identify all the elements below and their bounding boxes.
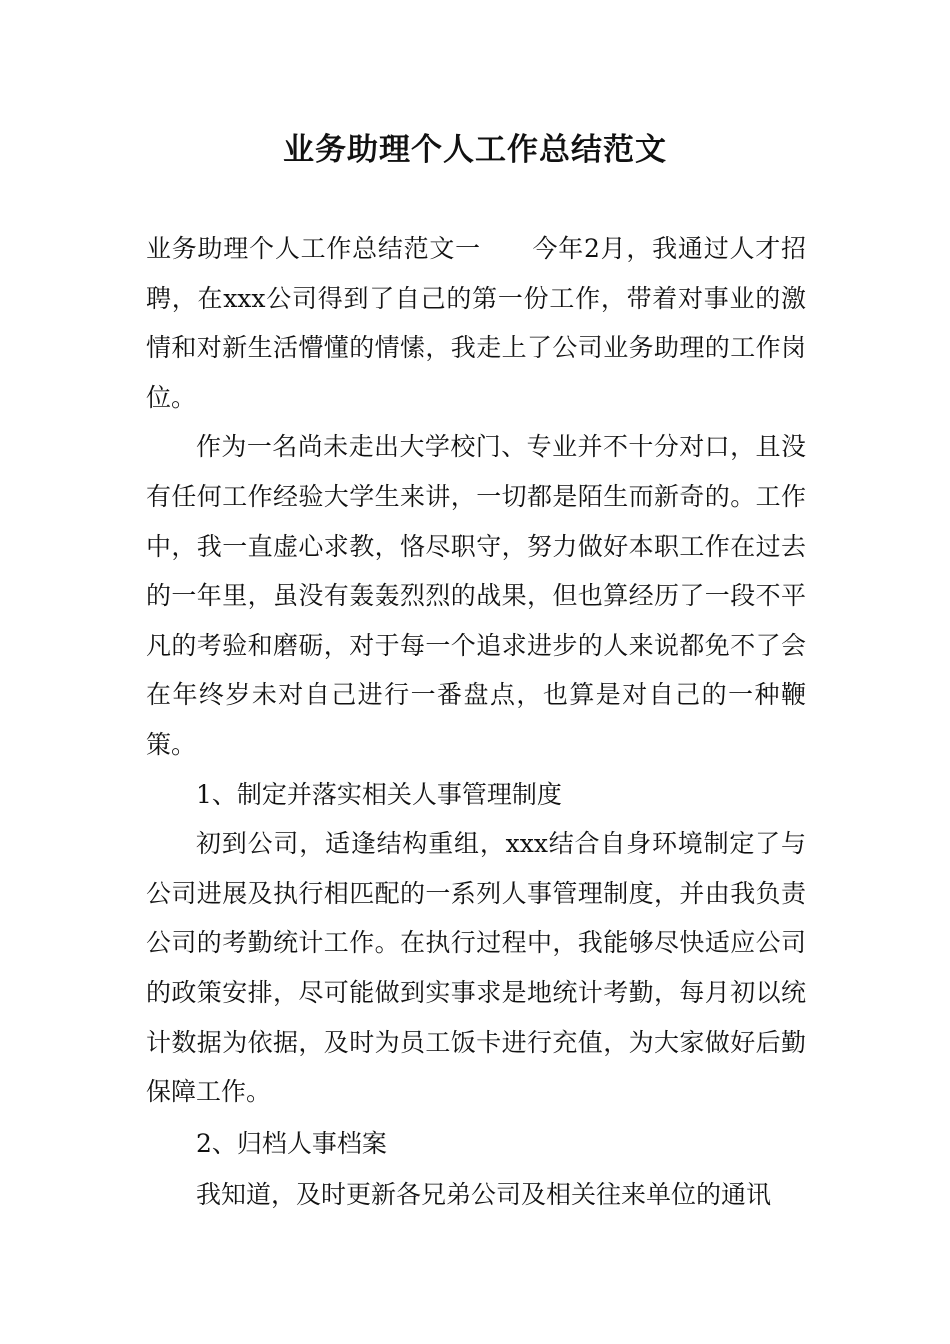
document-body <box>146 224 806 1220</box>
section-heading-2: 2、归档人事档案 <box>196 1128 387 1158</box>
paragraph-archives: 我知道，及时更新各兄弟公司及相关往来单位的通讯 <box>196 1180 772 1210</box>
paragraph-intro: 业务助理个人工作总结范文一 今年2月，我通过人才招聘，在xxx公司得到了自己的第一份工作，带着对事业的激情和对新生活懵懂的情愫，我走上了公司业务助理的工作岗位。 <box>146 234 806 412</box>
document-title: 业务助理个人工作总结范文 <box>283 132 667 168</box>
paragraph-attendance: 初到公司，适逢结构重组，xxx结合自身环境制定了与公司进展及执行相匹配的一系列人事管理制度，并由我负责公司的考勤统计工作。在执行过程中，我能够尽快适应公司的政策安排，尽可能做到实事求是地统计考勤，每月初以统计数据为依据，及时为员工饭卡进行充值，为大家做好后勤保障工作。 <box>146 829 806 1107</box>
section-heading-1: 1、制定并落实相关人事管理制度 <box>196 779 562 809</box>
paragraph-experience: 作为一名尚未走出大学校门、专业并不十分对口，且没有任何工作经验大学生来讲，一切都是陌生而新奇的。工作中，我一直虚心求教，恪尽职守，努力做好本职工作在过去的一年里，虽没有轰轰烈烈的战果，但也算经历了一段不平凡的考验和磨砺，对于每一个追求进步的人来说都免不了会在年终岁未对自己进行一番盘点，也算是对自己的一种鞭策。 <box>146 432 806 759</box>
